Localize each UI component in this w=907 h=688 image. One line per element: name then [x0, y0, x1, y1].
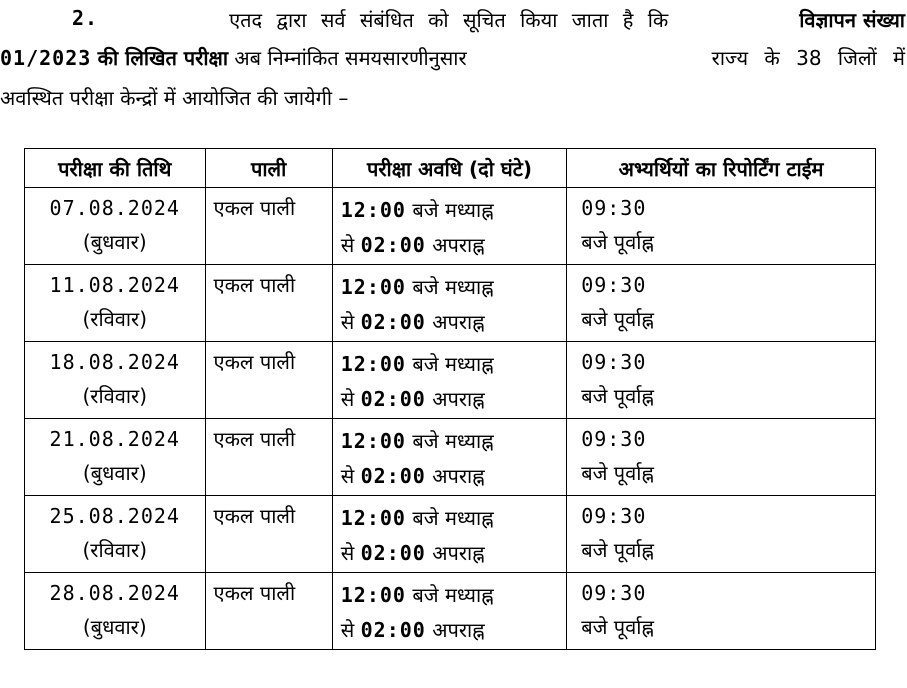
end-time: 02:00 — [360, 541, 426, 565]
start-time-label: बजे मध्याह्न — [412, 275, 494, 299]
cell-exam-duration — [332, 265, 566, 342]
end-prefix: से — [340, 233, 355, 257]
exam-weekday: (बुधवार) — [82, 615, 147, 639]
cell-exam-duration — [332, 342, 566, 419]
reporting-time: 09:30 — [581, 196, 647, 220]
exam-date: 25.08.2024 — [49, 504, 180, 528]
exam-date: 21.08.2024 — [49, 427, 180, 451]
cell-exam-date — [25, 342, 206, 419]
header-exam-date: परीक्षा की तिथि — [25, 149, 206, 188]
start-time: 12:00 — [340, 352, 406, 376]
start-time-label: बजे मध्याह्न — [412, 198, 494, 222]
cell-shift — [205, 188, 332, 265]
paragraph-line1-text: एतद द्वारा सर्व संबंधित को सूचित किया जाता है कि — [229, 8, 669, 32]
table-row — [25, 573, 876, 650]
exam-weekday: (रविवार) — [82, 384, 148, 408]
paragraph-line-3: अवस्थित परीक्षा केन्द्रों में आयोजित की जायेगी – — [0, 86, 349, 110]
end-time-label: अपराह्न — [432, 310, 485, 334]
reporting-time-label: बजे पूर्वाह्न — [581, 538, 654, 562]
table-row — [25, 342, 876, 419]
cell-shift — [205, 496, 332, 573]
cell-exam-date — [25, 419, 206, 496]
reporting-time-label: बजे पूर्वाह्न — [581, 307, 654, 331]
paragraph-line2-text-a: अब निम्नांकित समयसारणीनुसार — [234, 46, 467, 70]
table-header-row — [25, 149, 876, 188]
exam-weekday: (बुधवार) — [82, 461, 147, 485]
end-time-label: अपराह्न — [432, 387, 485, 411]
header-shift: पाली — [205, 149, 332, 188]
cell-shift — [205, 419, 332, 496]
advertisement-number: 01/2023 — [0, 46, 92, 70]
reporting-time: 09:30 — [581, 273, 647, 297]
start-time-label: बजे मध्याह्न — [412, 429, 494, 453]
cell-shift — [205, 573, 332, 650]
cell-reporting-time — [567, 188, 876, 265]
reporting-time-label: बजे पूर्वाह्न — [581, 461, 654, 485]
shift-value: एकल पाली — [213, 427, 296, 451]
table-row — [25, 188, 876, 265]
end-time-label: अपराह्न — [432, 618, 485, 642]
cell-exam-duration — [332, 496, 566, 573]
reporting-time-label: बजे पूर्वाह्न — [581, 615, 654, 639]
end-time-label: अपराह्न — [432, 464, 485, 488]
end-time: 02:00 — [360, 387, 426, 411]
exam-date: 07.08.2024 — [49, 196, 180, 220]
table-row — [25, 265, 876, 342]
end-time: 02:00 — [360, 618, 426, 642]
paragraph-line-2 — [0, 44, 905, 74]
cell-reporting-time — [567, 265, 876, 342]
cell-exam-date — [25, 573, 206, 650]
exam-date: 28.08.2024 — [49, 581, 180, 605]
header-exam-duration: परीक्षा अवधि (दो घंटे) — [332, 149, 566, 188]
exam-weekday: (बुधवार) — [82, 230, 147, 254]
exam-date: 18.08.2024 — [49, 350, 180, 374]
cell-exam-duration — [332, 573, 566, 650]
end-prefix: से — [340, 387, 355, 411]
cell-exam-date — [25, 188, 206, 265]
shift-value: एकल पाली — [213, 504, 296, 528]
start-time: 12:00 — [340, 506, 406, 530]
end-time-label: अपराह्न — [432, 233, 485, 257]
cell-shift — [205, 342, 332, 419]
shift-value: एकल पाली — [213, 350, 296, 374]
table-row — [25, 419, 876, 496]
reporting-time-label: बजे पूर्वाह्न — [581, 384, 654, 408]
end-prefix: से — [340, 310, 355, 334]
start-time-label: बजे मध्याह्न — [412, 352, 494, 376]
shift-value: एकल पाली — [213, 273, 296, 297]
cell-reporting-time — [567, 342, 876, 419]
paragraph-number: 2. — [72, 6, 99, 30]
paragraph-line-1 — [0, 6, 905, 36]
cell-exam-duration — [332, 419, 566, 496]
start-time: 12:00 — [340, 583, 406, 607]
start-time: 12:00 — [340, 275, 406, 299]
start-time-label: बजे मध्याह्न — [412, 583, 494, 607]
cell-reporting-time — [567, 496, 876, 573]
cell-reporting-time — [567, 419, 876, 496]
reporting-time: 09:30 — [581, 350, 647, 374]
start-time: 12:00 — [340, 198, 406, 222]
cell-reporting-time — [567, 573, 876, 650]
shift-value: एकल पाली — [213, 196, 296, 220]
exam-schedule-table — [24, 148, 876, 650]
reporting-time: 09:30 — [581, 504, 647, 528]
reporting-time: 09:30 — [581, 581, 647, 605]
end-prefix: से — [340, 541, 355, 565]
cell-exam-date — [25, 496, 206, 573]
end-prefix: से — [340, 464, 355, 488]
reporting-time: 09:30 — [581, 427, 647, 451]
advertisement-number-label: विज्ञापन संख्या — [799, 8, 905, 32]
exam-weekday: (रविवार) — [82, 538, 148, 562]
cell-exam-date — [25, 265, 206, 342]
reporting-time-label: बजे पूर्वाह्न — [581, 230, 654, 254]
start-time: 12:00 — [340, 429, 406, 453]
start-time-label: बजे मध्याह्न — [412, 506, 494, 530]
cell-shift — [205, 265, 332, 342]
end-time: 02:00 — [360, 310, 426, 334]
end-time: 02:00 — [360, 464, 426, 488]
end-time: 02:00 — [360, 233, 426, 257]
exam-weekday: (रविवार) — [82, 307, 148, 331]
end-time-label: अपराह्न — [432, 541, 485, 565]
table-row — [25, 496, 876, 573]
written-exam-label: की लिखित परीक्षा — [97, 46, 229, 70]
shift-value: एकल पाली — [213, 581, 296, 605]
end-prefix: से — [340, 618, 355, 642]
cell-exam-duration — [332, 188, 566, 265]
exam-date: 11.08.2024 — [49, 273, 180, 297]
header-reporting-time: अभ्यर्थियों का रिपोर्टिंग टाईम — [567, 149, 876, 188]
paragraph-line2-text-b: राज्य के 38 जिलों में — [711, 46, 905, 70]
